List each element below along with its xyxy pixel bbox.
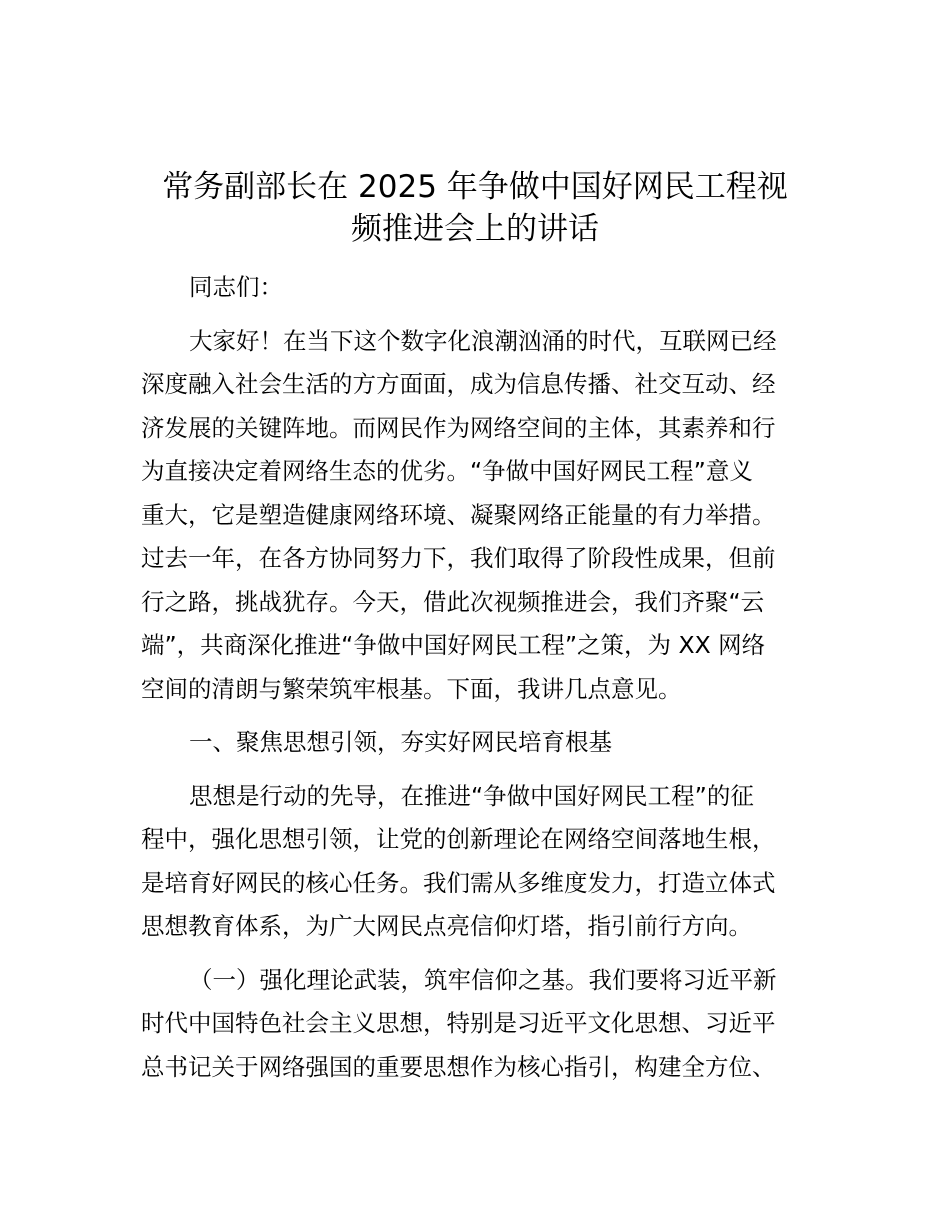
paragraph-line: 重大，它是塑造健康网络环境、凝聚网络正能量的有力举措。 — [141, 500, 776, 529]
section-heading: 一、聚焦思想引领，夯实好网民培育根基 — [189, 728, 612, 756]
salutation: 同志们： — [189, 273, 283, 301]
paragraph-line: 总书记关于网络强国的重要思想作为核心指引，构建全方位、 — [141, 1052, 776, 1081]
paragraph-line: 是培育好网民的核心任务。我们需从多维度发力，打造立体式 — [141, 868, 776, 897]
paragraph-line: 大家好！在当下这个数字化浪潮汹涌的时代，互联网已经 — [189, 326, 777, 355]
paragraph-subsection1 — [141, 959, 811, 1090]
paragraph-line: （一）强化理论武装，筑牢信仰之基。我们要将习近平新 — [189, 965, 777, 994]
paragraph-line: 程中，强化思想引领，让党的创新理论在网络空间落地生根， — [141, 825, 776, 853]
paragraph-line: 时代中国特色社会主义思想，特别是习近平文化思想、习近平 — [141, 1009, 776, 1037]
paragraph-line: 空间的清朗与繁荣筑牢根基。下面，我讲几点意见。 — [141, 674, 682, 703]
document-body — [141, 266, 811, 1089]
paragraph-line: 思想教育体系，为广大网民点亮信仰灯塔，指引前行方向。 — [141, 912, 752, 940]
document-title — [130, 166, 820, 250]
title-line: 常务副部长在 2025 年争做中国好网民工程视 — [162, 169, 788, 205]
paragraph-line: 端”，共商深化推进“争做中国好网民工程”之策，为 XX 网络 — [141, 631, 766, 659]
paragraph-line: 行之路，挑战犹存。今天，借此次视频推进会，我们齐聚“云 — [141, 587, 765, 616]
paragraph-section1 — [141, 775, 811, 949]
paragraph-line: 思想是行动的先导，在推进“争做中国好网民工程”的征 — [189, 781, 754, 810]
paragraph-line: 济发展的关键阵地。而网民作为网络空间的主体，其素养和行 — [141, 413, 776, 442]
paragraph-opening — [141, 320, 811, 712]
title-line: 频推进会上的讲话 — [351, 211, 599, 247]
paragraph-line: 深度融入社会生活的方方面面，成为信息传播、社交互动、经 — [141, 370, 776, 398]
paragraph-line: 为直接决定着网络生态的优劣。“争做中国好网民工程”意义 — [141, 457, 753, 485]
paragraph-line: 过去一年，在各方协同努力下，我们取得了阶段性成果，但前 — [141, 544, 776, 572]
